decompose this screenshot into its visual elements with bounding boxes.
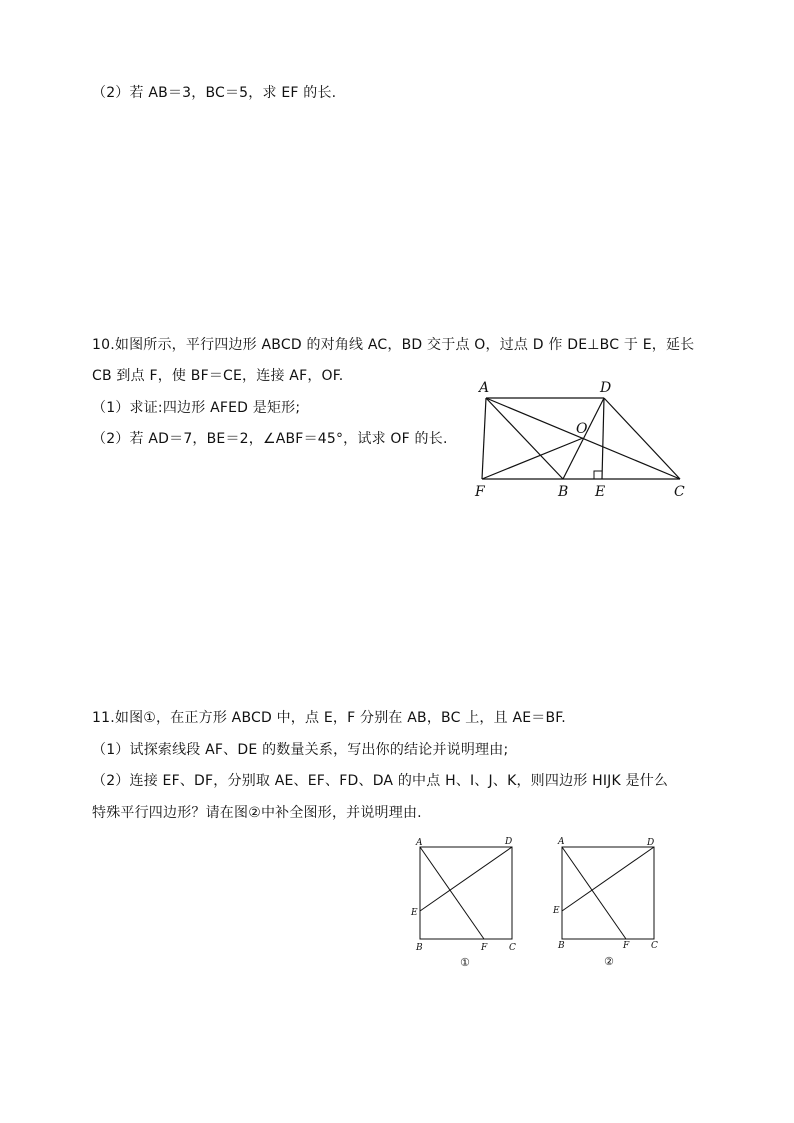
label-B: B <box>558 941 565 951</box>
segment-AF <box>482 398 486 479</box>
figure-caption-2: ② <box>604 955 614 968</box>
label-D: D <box>505 837 513 847</box>
square-ABCD <box>420 847 512 939</box>
segment-AF <box>562 847 626 939</box>
label-B: B <box>416 943 423 953</box>
q11-figure-2 <box>547 835 667 970</box>
q10-stem-line1: 10.如图所示，平行四边形 ABCD 的对角线 AC，BD 交于点 O，过点 D 作 DE⊥BC 于 E，延长 <box>92 337 695 353</box>
segment-AB <box>486 398 563 479</box>
segment-OF <box>482 438 583 479</box>
label-E: E <box>553 906 560 916</box>
label-D: D <box>600 380 612 396</box>
label-E: E <box>411 908 418 918</box>
label-F: F <box>623 941 630 951</box>
segment-DC <box>604 398 680 479</box>
label-E: E <box>595 484 606 500</box>
square-ABCD <box>562 847 654 939</box>
q11-part2-line1: （2）连接 EF、DF，分别取 AE、EF、FD、DA 的中点 H、I、J、K，则四边形 HIJK 是什么 <box>92 773 669 789</box>
label-C: C <box>509 943 516 953</box>
q10-figure <box>470 378 710 503</box>
label-B: B <box>558 484 569 500</box>
segment-BD <box>563 398 604 479</box>
q10-part2: （2）若 AD＝7，BE＝2，∠ABF＝45°，试求 OF 的长. <box>92 431 448 447</box>
q11-figure-1 <box>405 835 525 970</box>
q11-part1: （1）试探索线段 AF、DE 的数量关系，写出你的结论并说明理由; <box>92 742 509 758</box>
segment-DE <box>420 847 512 911</box>
figure-caption-1: ① <box>460 956 470 969</box>
q11-part2-line2: 特殊平行四边形？请在图②中补全图形，并说明理由. <box>92 805 422 821</box>
q10-stem-line2: CB 到点 F，使 BF＝CE，连接 AF，OF. <box>92 368 344 384</box>
label-A: A <box>416 838 423 848</box>
label-O: O <box>576 421 588 437</box>
label-F: F <box>481 943 488 953</box>
segment-DE <box>562 847 654 911</box>
right-angle-mark <box>594 471 602 479</box>
q10-part1: （1）求证:四边形 AFED 是矩形; <box>92 400 301 416</box>
q11-stem: 11.如图①，在正方形 ABCD 中，点 E，F 分别在 AB，BC 上，且 AE＝BF. <box>92 710 566 726</box>
label-C: C <box>651 941 658 951</box>
label-C: C <box>674 484 685 500</box>
q9-part2: （2）若 AB＝3，BC＝5，求 EF 的长. <box>92 85 337 101</box>
label-A: A <box>558 837 565 847</box>
label-F: F <box>475 484 485 500</box>
label-D: D <box>647 838 655 848</box>
segment-AF <box>420 847 484 939</box>
label-A: A <box>479 380 490 396</box>
segment-DE <box>602 398 604 479</box>
